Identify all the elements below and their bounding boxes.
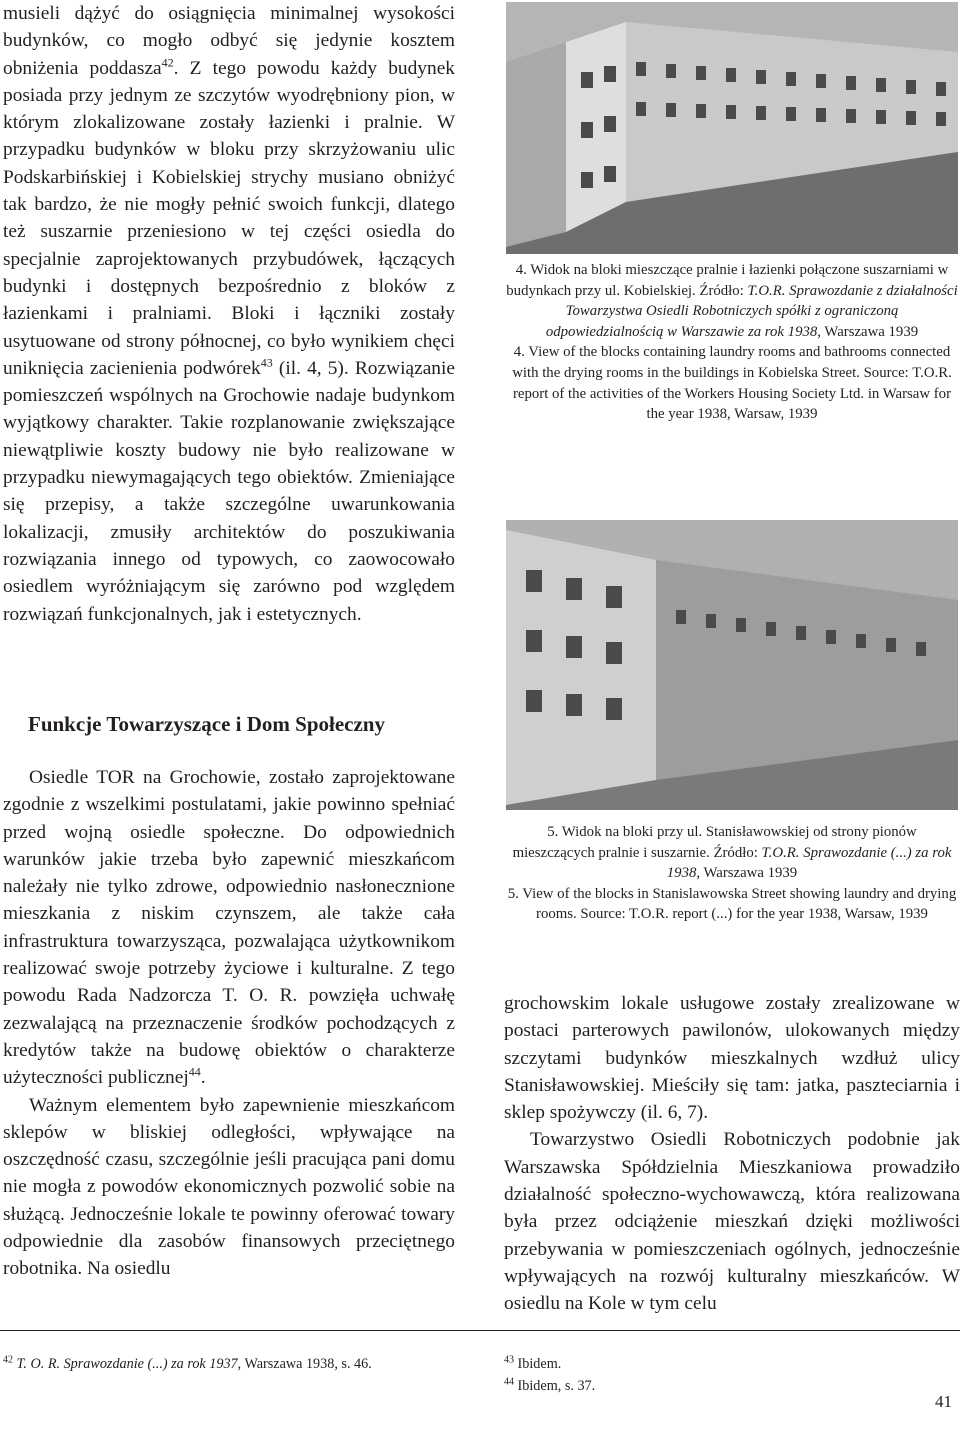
body-paragraph: Ważnym elementem było zapewnienie mieszkańcom sklepów w bliskiej odległości, wpływające na oszczędność czasu, szczególnie jeśli pracująca pani domu nie mogła z powodów ekonomicznych pozwolić sobie na służącą. Jednocześnie lokale te powinny oferować towary odpowiednie dla zasobów finansowych przeciętnego robotnika. Na osiedlu [3,1094,455,1280]
caption-english: 4. View of the blocks containing laundry rooms and bathrooms connected with the drying rooms in the buildings in Kobielska Street. Source: T.O.R. report of the activities of the Workers Housing Society Ltd. in Warsaw for the year 1938, Warsaw, 1939 [512,344,952,423]
text-run: . Z tego powodu każdy budynek posiada przy jednym ze szczytów wyodrębniony pion, w którym zlokalizowane zostały łazienki i pralnie. W przypadku budynków w bloku przy skrzyżowaniu ulic Podskarbińskiej i Kobielskiej strychy musiano obniżyć tak bardzo, że nie mogły pełnić swoich funkcji, dlatego też suszarnie przeniesiono w tej części osiedla do specjalnie zaprojektowanych przybudówek, łączących budynki i dostępnych bezpośrednio z bloków z łazienkami i pralniami. Bloki i łączniki zostały usytuowane od strony północnej, co było wynikiem chęci uniknięcia zacienienia podwórek [3,57,456,379]
text-run: , Warszawa 1938, s. 46. [237,1356,372,1372]
footnote-44 [504,1376,956,1396]
footnote-ref-42[interactable]: 42 [161,55,174,70]
footnote-number: 42 [3,1354,13,1366]
caption-polish [506,822,958,884]
text-run: Ibidem, s. 37. [517,1378,596,1394]
footnote-42 [3,1354,455,1374]
source-title: T. O. R. Sprawozdanie (...) za rok 1937 [16,1356,238,1372]
photo-illustration [506,520,958,810]
text-run: , Warszawa 1939 [817,323,919,340]
figure-4-caption [506,260,958,425]
text-run: (il. 4, 5). Rozwiązanie pomieszczeń wspólnych na Grochowie nadaje budynkom wyjątkowy charakter. Takie rozplanowanie zwiększające niewątpliwie koszty budowy nie było realizowane w przypadku niewymagających tego obiektów. Zmieniające się przepisy, a także szczególne uwarunkowania lokalizacji, zmusiły architektów do poszukiwania rozwiązania innego od typowych, co zaowocowało osiedlem wyróżniającym się zarówno pod względem rozwiązań funkcjonalnych, jak i estetycznych. [3,357,455,625]
photo-stanislawowska-blocks [506,520,958,810]
footnote-number: 44 [504,1376,514,1388]
source-title: T.O.R. Sprawozdanie z działalności Towarzystwa Osiedli Robotniczych spółki z ograniczoną odpowiedzialnością w Warszawie za rok 1938 [545,282,958,340]
body-paragraph: Towarzystwo Osiedli Robotniczych podobnie jak Warszawska Spółdzielnia Mieszkaniowa prowadziło działalność społeczno-wychowawczą, która realizowana była przez odciążenie mieszkań dzięki możliwości przebywania w pomieszczeniach ogólnych, jednocześnie wpływających na rozwój kulturalny mieszkańców. W osiedlu na Kole w tym celu [504,1129,960,1315]
photo-illustration [506,2,958,254]
text-run: musieli dążyć do osiągnięcia minimalnej wysokości budynków, co mogło odbyć się jedynie kosztem obniżenia poddasza [3,3,455,79]
caption-english: 5. View of the blocks in Stanislawowska Street showing laundry and drying rooms. Source: T.O.R. report (...) for the year 1938, Warsaw, 1939 [507,885,957,923]
section-heading: Funkcje Towarzyszące i Dom Społeczny [28,712,385,736]
footnote-ref-43[interactable]: 43 [260,355,273,370]
text-run: . [200,1067,206,1089]
body-paragraph [3,764,455,1092]
footnote-ref-44[interactable]: 44 [188,1064,201,1079]
left-column-top [3,0,455,628]
footnote-43 [504,1354,956,1374]
right-column [504,990,960,1318]
text-run: , Warszawa 1939 [696,865,798,882]
caption-polish [506,260,958,342]
text-run: 4. Widok na bloki mieszczące pralnie i łazienki połączone suszarniami w budynkach przy ul. Kobielskiej. Źródło: [506,262,949,299]
text-run: 5. Widok na bloki przy ul. Stanisławowskiej od strony pionów mieszczących pralnie i suszarnie. Źródło: [512,824,917,861]
photo-kobielska-blocks [506,2,958,254]
body-paragraph: grochowskim lokale usługowe zostały zrealizowane w postaci parterowych pawilonów, ulokowanych między szczytami budynków mieszkalnych wzdłuż ulicy Stanisławowskiej. Mieściły się tam: jatka, paszteciarnia i sklep spożywczy (il. 6, 7). [504,993,960,1124]
page-number: 41 [935,1392,952,1411]
figure-5-caption [506,822,958,925]
left-column-bottom [3,764,455,1283]
body-paragraph [3,0,455,628]
text-run: Ibidem. [517,1356,562,1372]
footnote-divider [0,1330,960,1331]
footnote-number: 43 [504,1354,514,1366]
source-title: T.O.R. Sprawozdanie (...) za rok 1938 [666,844,952,882]
text-run: Osiedle TOR na Grochowie, zostało zaprojektowane zgodnie z wszelkimi postulatami, jakie powinno spełniać przed wojną osiedle społeczne. Do odpowiednich warunków jakie trzeba było zapewnić mieszkańcom należały nie tylko zdrowe, odpowiednio nasłonecznione mieszkania z niskim czynszem, ale także cała infrastruktura towarzysząca, pozwalająca użytkownikom realizować swoje potrzeby życiowe i kulturalne. Z tego powodu Rada Nadzorcza T. O. R. powzięła uchwałę zezwalającą na przeznaczenie środków pochodzących z kredytów także na budowę obiektów o charakterze użyteczności publicznej [3,767,455,1089]
